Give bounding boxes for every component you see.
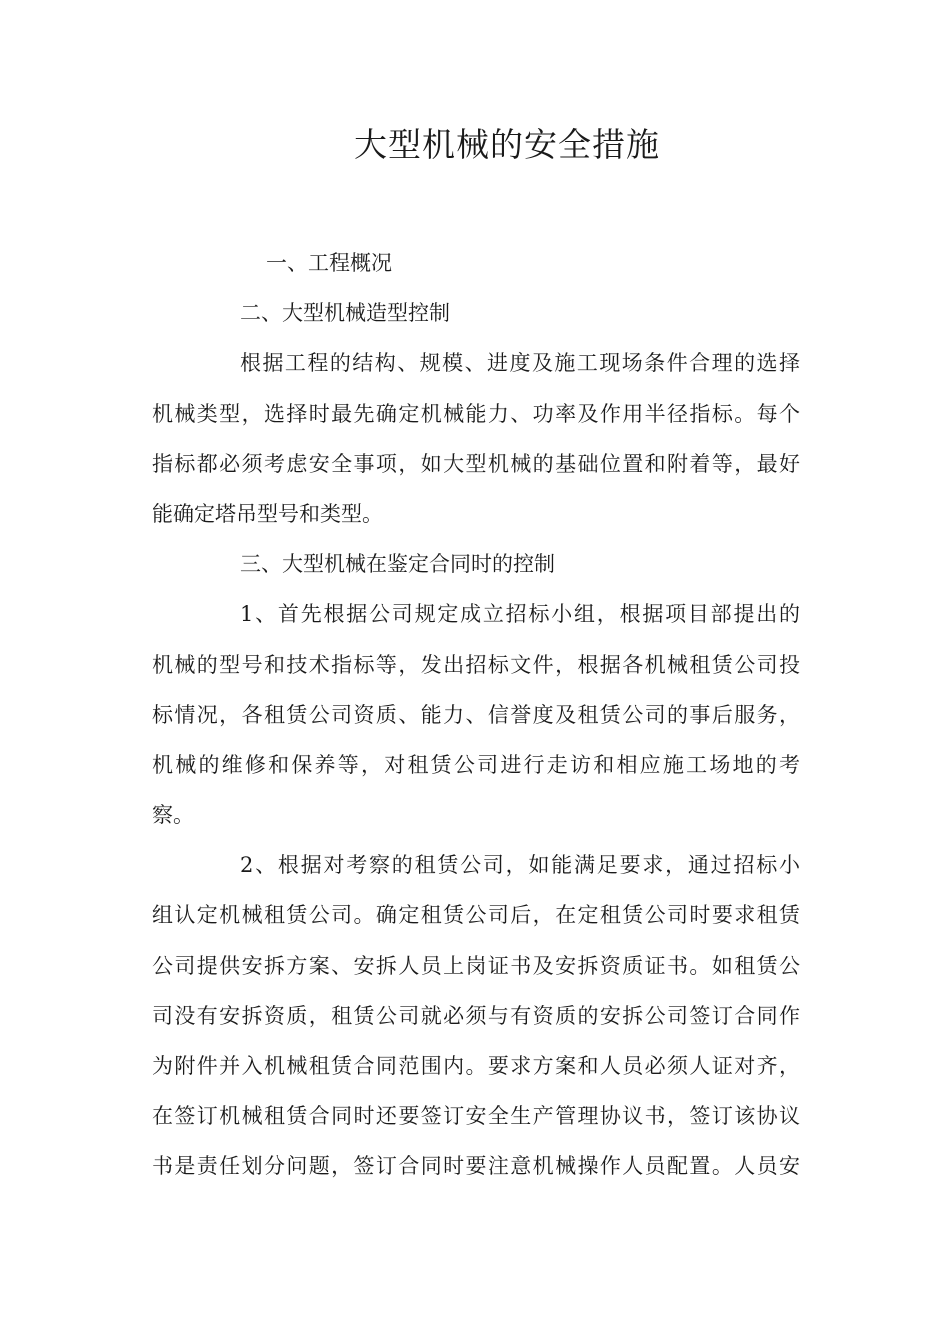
paragraph-3-line: 公司提供安拆方案、安拆人员上岗证书及安拆资质证书。如租赁公 [152,953,800,978]
paragraph-2-line: 机械的型号和技术指标等，发出招标文件，根据各机械租赁公司投 [152,652,800,677]
paragraph-2 [152,589,800,840]
paragraph-3-line: 司没有安拆资质，租赁公司就必须与有资质的安拆公司签订合同作 [152,1003,800,1028]
paragraph-3-line: 在签订机械租赁合同时还要签订安全生产管理协议书，签订该协议 [152,1104,800,1129]
paragraph-1-line: 能确定塔吊型号和类型。 [152,501,383,526]
section-heading-2: 二、大型机械造型控制 [240,301,450,326]
paragraph-2-line: 1、首先根据公司规定成立招标小组，根据项目部提出的 [240,602,800,627]
paragraph-1-line: 根据工程的结构、规模、进度及施工现场条件合理的选择 [240,351,800,376]
paragraph-3-line: 为附件并入机械租赁合同范围内。要求方案和人员必须人证对齐， [152,1054,800,1078]
paragraph-3-line: 2、根据对考察的租赁公司，如能满足要求，通过招标小 [240,853,800,878]
paragraph-3-line: 组认定机械租赁公司。确定租赁公司后，在定租赁公司时要求租赁 [152,903,800,928]
paragraph-2-line: 察。 [152,803,194,828]
paragraph-3 [152,840,800,1191]
document-body [152,238,800,1192]
paragraph-1-line: 机械类型，选择时最先确定机械能力、功率及作用半径指标。每个 [152,401,800,426]
paragraph-2-line: 机械的维修和保养等，对租赁公司进行走访和相应施工场地的考 [152,752,800,777]
paragraph-2-line: 标情况，各租赁公司资质、能力、信誉度及租赁公司的事后服务， [152,702,800,727]
paragraph-1-line: 指标都必须考虑安全事项，如大型机械的基础位置和附着等，最好 [152,451,800,476]
document-title: 大型机械的安全措施 [354,125,660,164]
paragraph-1 [152,338,800,539]
section-heading-3: 三、大型机械在鉴定合同时的控制 [240,552,555,577]
section-heading-1: 一、工程概况 [266,251,392,275]
paragraph-3-line: 书是责任划分问题，签订合同时要注意机械操作人员配置。人员安 [152,1154,800,1179]
